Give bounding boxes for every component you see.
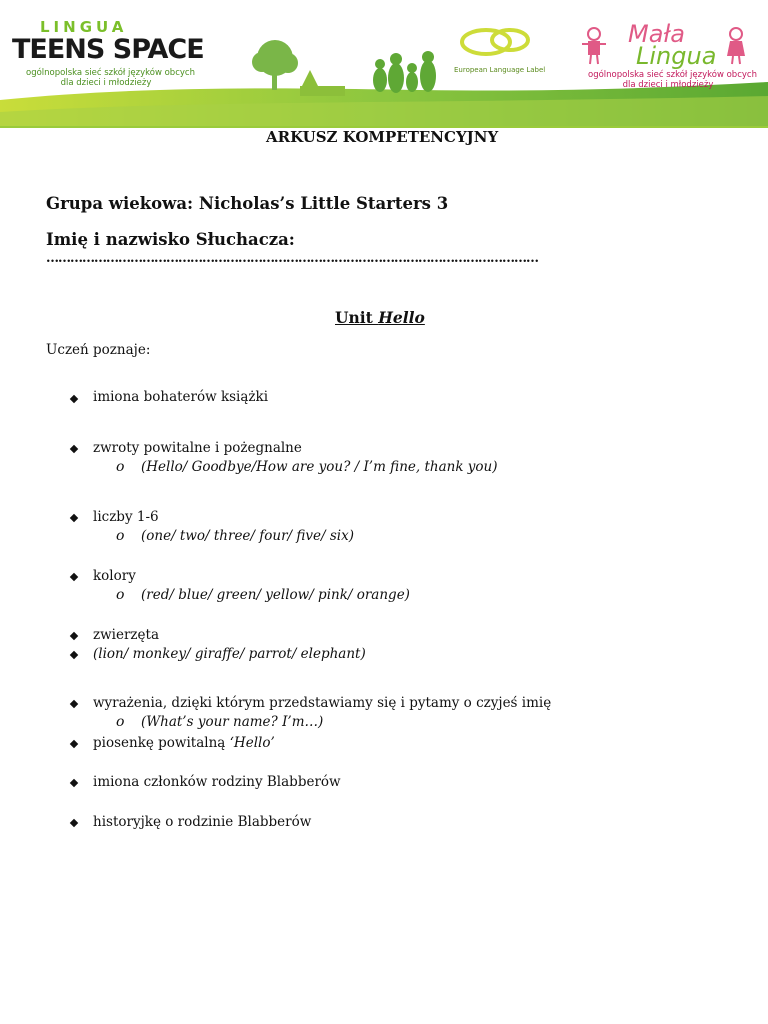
list-subitem: (one/ two/ three/ four/ five/ six) <box>141 528 354 544</box>
teens-space-logo: TEENS SPACE <box>12 34 204 65</box>
list-item: wyrażenia, dzięki którym przedstawiamy się i pytamy o czyjeś imię <box>93 695 552 711</box>
age-group-label: Grupa wiekowa: Nicholas’s Little Starters 3 <box>46 194 449 213</box>
bullet-icon <box>70 740 78 748</box>
bullet-icon <box>70 700 78 708</box>
european-language-label-text: European Language Label <box>454 66 546 74</box>
list-item: liczby 1-6 <box>93 509 159 525</box>
sub-bullet-icon: o <box>116 528 125 544</box>
sub-bullet-icon: o <box>116 587 125 603</box>
list-item: imiona członków rodziny Blabberów <box>93 774 341 790</box>
lingua-logo-word-right: Lingua <box>636 42 717 70</box>
right-tagline-line-1: ogólnopolska sieć szkół języków obcych <box>588 70 757 80</box>
sub-bullet-icon: o <box>116 459 125 475</box>
sub-bullet-icon: o <box>116 714 125 730</box>
lingua-logo-word: LINGUA <box>40 18 128 36</box>
list-subitem: (What’s your name? I’m…) <box>141 714 324 730</box>
song-title: ‘Hello’ <box>229 735 275 751</box>
header-banner <box>0 0 768 130</box>
right-tagline-line-2: dla dzieci i młodzieży <box>622 80 714 90</box>
tree-illustration <box>252 40 298 90</box>
list-item: kolory <box>93 568 136 584</box>
list-item <box>93 735 275 751</box>
mala-logo-word: Mała <box>628 20 686 48</box>
european-language-label-icon <box>458 26 538 68</box>
list-item: (lion/ monkey/ giraffe/ parrot/ elephant) <box>93 646 366 662</box>
list-item: zwierzęta <box>93 627 160 643</box>
list-item: imiona bohaterów książki <box>93 389 269 405</box>
bullet-icon <box>70 445 78 453</box>
list-item: zwroty powitalne i pożegnalne <box>93 440 302 456</box>
list-subitem: (Hello/ Goodbye/How are you? / I’m fine, thank you) <box>141 459 498 475</box>
bullet-icon <box>70 573 78 581</box>
student-name-dotted-line: …………………………………………………………………………………………………………… <box>46 251 538 266</box>
list-item-text: piosenkę powitalną <box>93 735 230 751</box>
student-name-label: Imię i nazwisko Słuchacza: <box>46 230 295 249</box>
list-subitem: (red/ blue/ green/ yellow/ pink/ orange) <box>141 587 410 603</box>
left-tagline-line-1: ogólnopolska sieć szkół języków obcych <box>26 68 195 78</box>
bullet-icon <box>70 819 78 827</box>
bullet-icon <box>70 779 78 787</box>
bullet-icon <box>70 651 78 659</box>
child-figure-right-icon <box>724 26 748 66</box>
unit-name: Hello <box>378 308 425 327</box>
document-title: ARKUSZ KOMPETENCYJNY <box>266 128 499 146</box>
right-logo-tagline <box>588 70 757 90</box>
left-tagline-line-2: dla dzieci i młodzieży <box>60 78 152 88</box>
child-figure-left-icon <box>582 26 606 66</box>
intro-text: Uczeń poznaje: <box>46 342 151 358</box>
list-item: historyjkę o rodzinie Blabberów <box>93 814 312 830</box>
unit-prefix: Unit <box>335 308 379 327</box>
bullet-icon <box>70 395 78 403</box>
bullet-icon <box>70 632 78 640</box>
left-logo-tagline <box>26 68 195 88</box>
bullet-icon <box>70 514 78 522</box>
unit-heading <box>335 308 425 327</box>
